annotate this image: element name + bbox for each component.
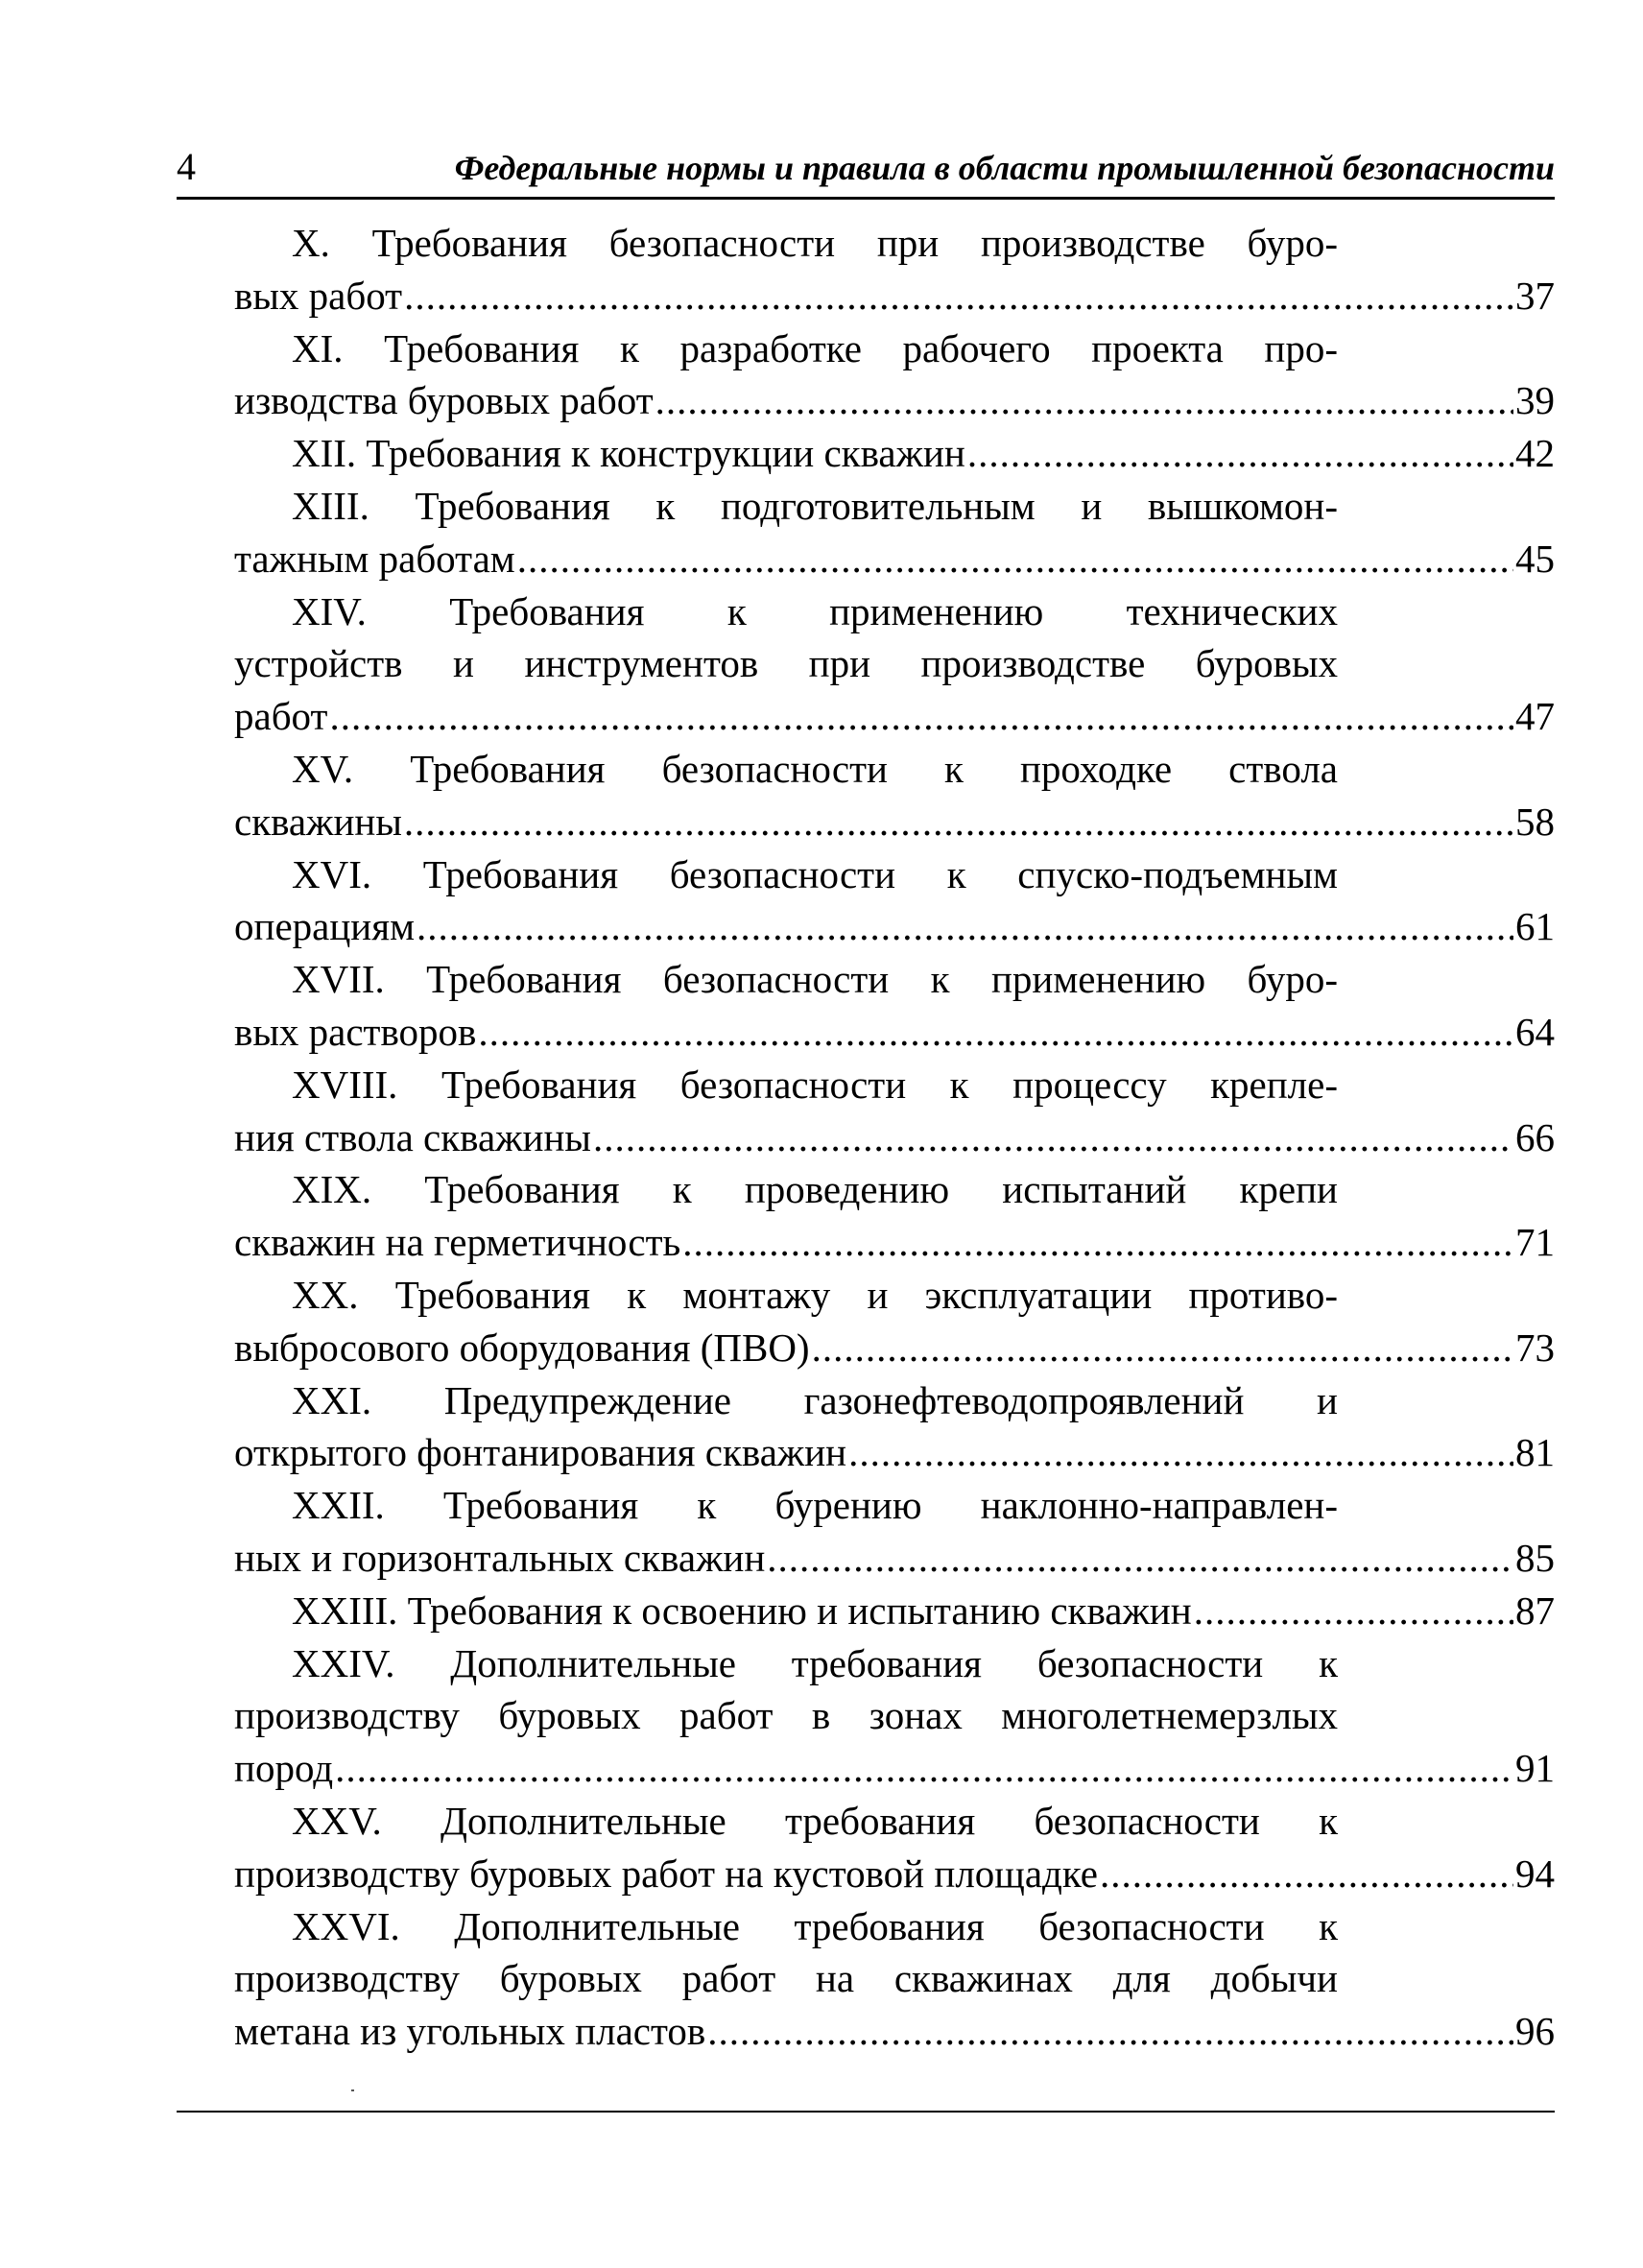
toc-entry [234,1795,1555,1900]
toc-entry-last-line [234,1111,1555,1164]
scan-speck [351,2089,354,2091]
toc-page-number: 73 [1515,1325,1555,1370]
toc-page-number: 42 [1515,431,1555,476]
toc-entry [234,743,1555,848]
toc-entry [234,1479,1555,1585]
dot-leader [593,1111,1513,1164]
toc-entry [234,1900,1555,2058]
toc-entry [234,1163,1555,1269]
toc-entry [234,1269,1555,1374]
toc-entry-last-line [234,1585,1555,1637]
toc-entry-text-line: производству буровых работ в зонах многолетнемерзлых [234,1693,1338,1738]
toc-page-number: 71 [1515,1220,1555,1265]
toc-entry-title: производству буровых работ на кустовой площадке [234,1850,1098,1896]
toc-entry-text-line: XXIV. Дополнительные требования безопасности к [292,1640,1338,1685]
toc-page-number: 91 [1515,1746,1555,1791]
toc-entry-text-line: XVI. Требования безопасности к спуско-подъемным [292,851,1338,896]
toc-entry-title: метана из угольных пластов [234,2009,706,2054]
page-header [177,144,1555,196]
toc-entry-title: XXIII. Требования к освоению и испытанию скважин [292,1588,1192,1633]
toc-entry-last-line [234,690,1555,743]
toc-page-number: 39 [1515,378,1555,423]
dot-leader [335,1742,1513,1795]
dot-leader [967,427,1513,480]
toc-entry [234,1585,1555,1637]
toc-entry-text-line: X. Требования безопасности при производстве буро- [292,221,1338,265]
toc-entry-text-line: производству буровых работ на скважинах для добычи [234,1956,1338,2001]
toc-page-number: 85 [1515,1535,1555,1580]
toc-entry [234,1374,1555,1480]
toc-entry-text-line: XXVI. Дополнительные требования безопасности к [292,1903,1338,1948]
toc-entry-last-line [234,1426,1555,1479]
toc-entry-title: ных и горизонтальных скважин [234,1535,766,1580]
dot-leader [767,1532,1513,1585]
toc-entry-text-line: XX. Требования к монтажу и эксплуатации противо- [292,1272,1338,1317]
toc-entry-text-line: XIX. Требования к проведению испытаний крепи [292,1167,1338,1212]
dot-leader [417,900,1513,953]
toc-entry [234,322,1555,428]
toc-entry-title: ния ствола скважины [234,1114,591,1159]
toc-entry-last-line [234,2005,1555,2058]
toc-entry [234,585,1555,743]
toc-page-number: 81 [1515,1430,1555,1475]
toc-entry-title: открытого фонтанирования скважин [234,1430,847,1475]
toc-page-number: 58 [1515,799,1555,844]
toc-entry [234,1059,1555,1164]
toc-entry-title: работ [234,694,328,739]
toc-entry-text-line: XIV. Требования к применению технических [292,588,1338,633]
toc-entry-text-line: XVIII. Требования безопасности к процессу крепле- [292,1062,1338,1107]
toc-entry-title: выбросового оборудования (ПВО) [234,1325,810,1370]
dot-leader [682,1216,1513,1269]
table-of-contents [234,217,1555,2058]
dot-leader [478,1006,1513,1059]
footer-rule [177,2111,1555,2113]
toc-entry-last-line [234,533,1555,585]
dot-leader [848,1426,1513,1479]
toc-entry-text-line: устройств и инструментов при производстве буровых [234,641,1338,686]
toc-page-number: 94 [1515,1850,1555,1896]
toc-entry-last-line [234,270,1555,322]
toc-entry-text-line: XIII. Требования к подготовительным и вышкомон- [292,483,1338,528]
toc-entry-title: пород [234,1746,334,1791]
toc-entry-text-line: XVII. Требования безопасности к применению буро- [292,957,1338,1002]
toc-entry-last-line [234,1322,1555,1374]
toc-entry [234,953,1555,1059]
toc-page-number: 37 [1515,273,1555,318]
toc-entry-title: вых работ [234,273,403,318]
toc-page-number: 45 [1515,536,1555,581]
toc-page-number: 96 [1515,2009,1555,2054]
toc-entry-text-line: XXII. Требования к бурению наклонно-направлен- [292,1483,1338,1528]
toc-entry-title: скважин на герметичность [234,1220,681,1265]
toc-entry-last-line [234,900,1555,953]
toc-entry-title: скважины [234,799,402,844]
dot-leader [1194,1585,1513,1637]
toc-entry-title: изводства буровых работ [234,378,654,423]
toc-entry-title: вых растворов [234,1009,477,1054]
toc-entry-last-line [234,1742,1555,1795]
toc-page-number: 47 [1515,694,1555,739]
dot-leader [812,1322,1513,1374]
running-title: Федеральные нормы и правила в области промышленной безопасности [454,149,1555,187]
toc-entry [234,217,1555,322]
toc-entry-title: XII. Требования к конструкции скважин [292,431,965,476]
toc-entry-last-line [234,374,1555,427]
toc-entry [234,1637,1555,1795]
toc-entry-text-line: XXV. Дополнительные требования безопасности к [292,1798,1338,1843]
toc-entry-title: тажным работам [234,536,515,581]
toc-entry-text-line: XV. Требования безопасности к проходке ствола [292,746,1338,791]
dot-leader [329,690,1513,743]
toc-entry-last-line [234,1216,1555,1269]
dot-leader [655,374,1513,427]
toc-page-number: 61 [1515,904,1555,949]
toc-entry-text-line: XI. Требования к разработке рабочего проекта про- [292,325,1338,370]
toc-entry-last-line [234,796,1555,848]
toc-entry [234,480,1555,585]
toc-entry-last-line [234,1532,1555,1585]
toc-entry-last-line [234,1006,1555,1059]
toc-page-number: 64 [1515,1009,1555,1054]
toc-entry [234,427,1555,480]
toc-entry-last-line [234,427,1555,480]
header-rule [177,197,1555,200]
dot-leader [404,796,1513,848]
toc-page-number: 66 [1515,1114,1555,1159]
toc-entry-text-line: XXI. Предупреждение газонефтеводопроявлений и [292,1377,1338,1422]
dot-leader [517,533,1513,585]
toc-entry-title: операциям [234,904,416,949]
dot-leader [1100,1848,1513,1900]
dot-leader [404,270,1513,322]
toc-entry-last-line [234,1848,1555,1900]
toc-entry [234,848,1555,954]
toc-page-number: 87 [1515,1588,1555,1633]
dot-leader [707,2005,1513,2058]
page-number: 4 [177,145,196,188]
